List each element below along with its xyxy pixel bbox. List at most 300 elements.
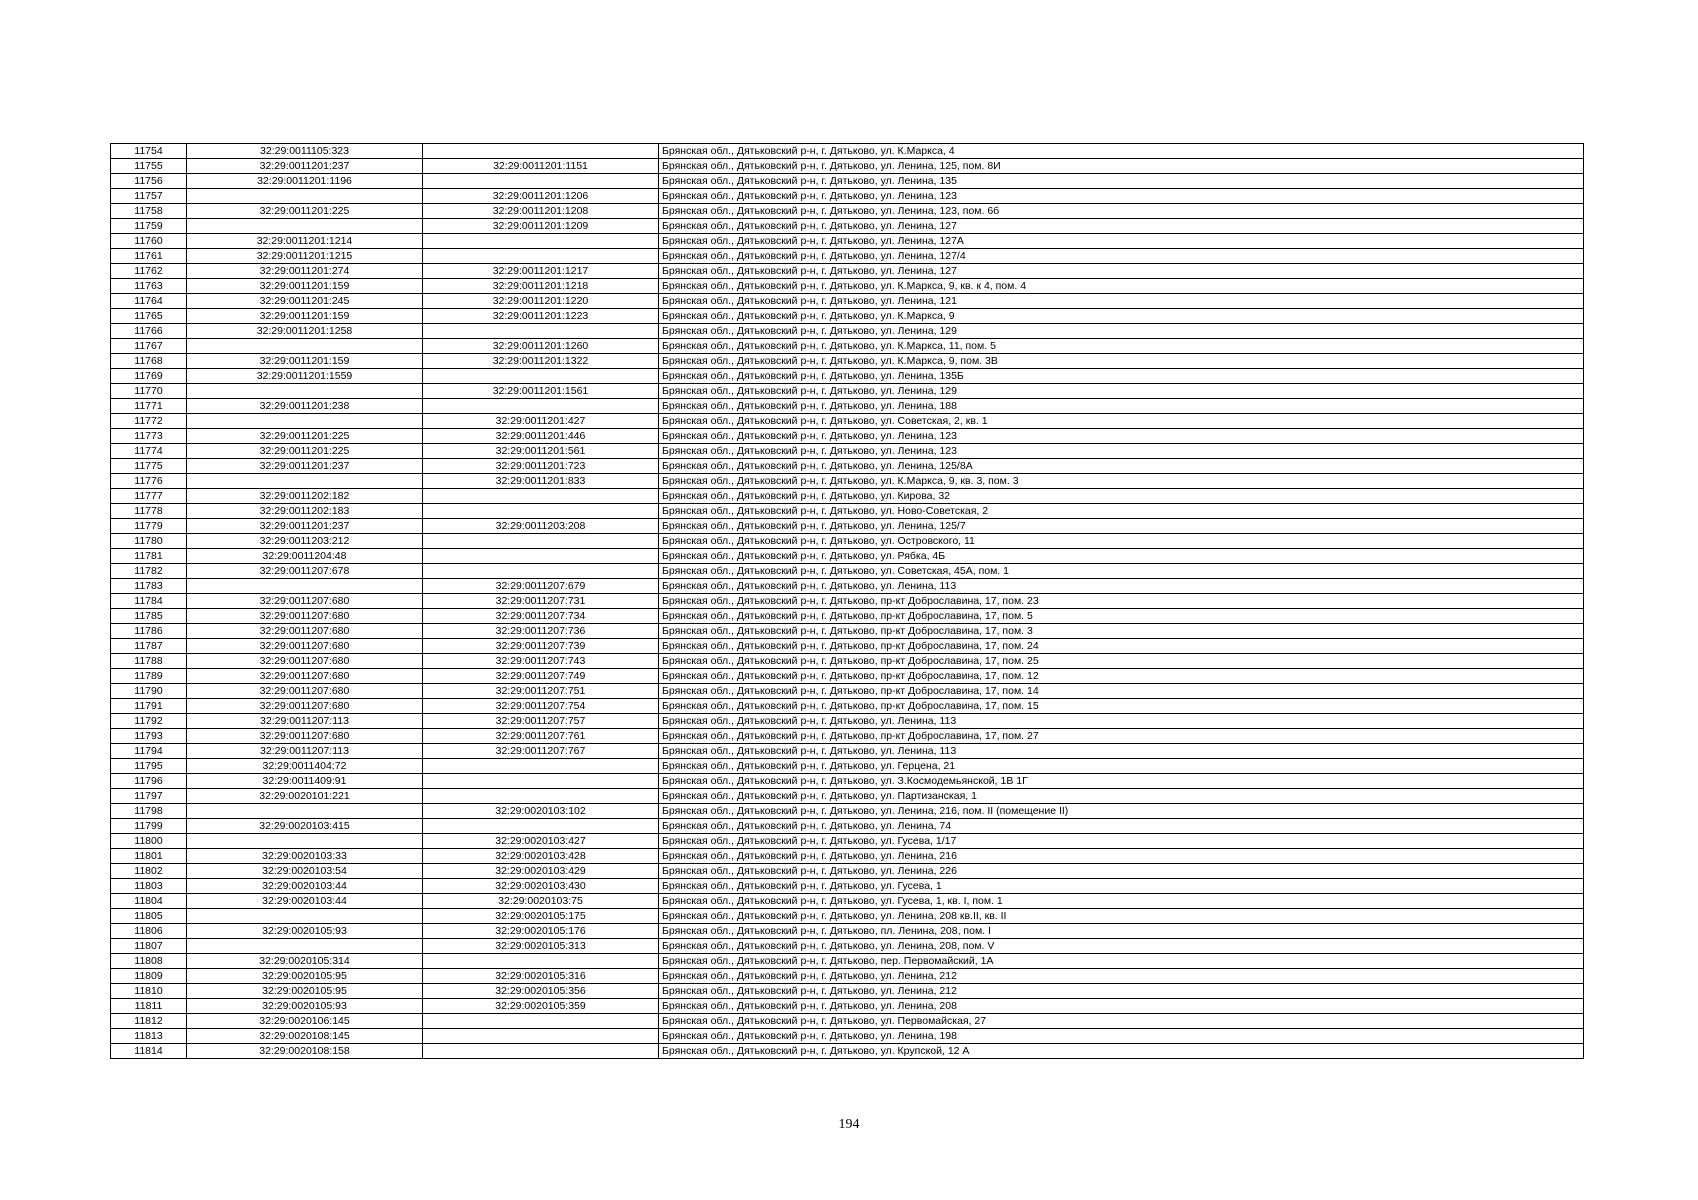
address-cell: Брянская обл., Дятьковский р-н, г. Дятьково, пр-кт Доброславина, 17, пом. 14	[659, 684, 1584, 699]
address-cell: Брянская обл., Дятьковский р-н, г. Дятьково, пр-кт Доброславина, 17, пом. 5	[659, 609, 1584, 624]
parcel-cadastral-number-cell: 32:29:0011207:680	[187, 624, 423, 639]
row-number-cell: 11814	[111, 1044, 187, 1059]
parcel-cadastral-number-cell	[187, 339, 423, 354]
object-cadastral-number-cell: 32:29:0020103:75	[423, 894, 659, 909]
parcel-cadastral-number-cell: 32:29:0020105:93	[187, 999, 423, 1014]
address-cell: Брянская обл., Дятьковский р-н, г. Дятьково, ул. Ленина, 113	[659, 714, 1584, 729]
object-cadastral-number-cell: 32:29:0011201:1208	[423, 204, 659, 219]
parcel-cadastral-number-cell: 32:29:0011201:237	[187, 519, 423, 534]
address-cell: Брянская обл., Дятьковский р-н, г. Дятьково, ул. Ленина, 127	[659, 264, 1584, 279]
address-cell: Брянская обл., Дятьковский р-н, г. Дятьково, ул. Ленина, 123	[659, 189, 1584, 204]
address-cell: Брянская обл., Дятьковский р-н, г. Дятьково, ул. Островского, 11	[659, 534, 1584, 549]
address-cell: Брянская обл., Дятьковский р-н, г. Дятьково, ул. Гусева, 1, кв. I, пом. 1	[659, 894, 1584, 909]
table-row	[111, 969, 1584, 984]
address-cell: Брянская обл., Дятьковский р-н, г. Дятьково, ул. Ново-Советская, 2	[659, 504, 1584, 519]
table-row	[111, 759, 1584, 774]
parcel-cadastral-number-cell: 32:29:0011207:678	[187, 564, 423, 579]
address-cell: Брянская обл., Дятьковский р-н, г. Дятьково, ул. Советская, 2, кв. 1	[659, 414, 1584, 429]
table-row	[111, 849, 1584, 864]
address-cell: Брянская обл., Дятьковский р-н, г. Дятьково, ул. Советская, 45А, пом. 1	[659, 564, 1584, 579]
address-cell: Брянская обл., Дятьковский р-н, г. Дятьково, ул. Ленина, 125, пом. 8И	[659, 159, 1584, 174]
address-cell: Брянская обл., Дятьковский р-н, г. Дятьково, пр-кт Доброславина, 17, пом. 23	[659, 594, 1584, 609]
row-number-cell: 11804	[111, 894, 187, 909]
row-number-cell: 11759	[111, 219, 187, 234]
table-row	[111, 819, 1584, 834]
table-row	[111, 339, 1584, 354]
address-cell: Брянская обл., Дятьковский р-н, г. Дятьково, ул. Ленина, 123, пом. 6б	[659, 204, 1584, 219]
object-cadastral-number-cell: 32:29:0011201:1217	[423, 264, 659, 279]
row-number-cell: 11764	[111, 294, 187, 309]
address-cell: Брянская обл., Дятьковский р-н, г. Дятьково, ул. Ленина, 129	[659, 324, 1584, 339]
table-row	[111, 504, 1584, 519]
address-cell: Брянская обл., Дятьковский р-н, г. Дятьково, ул. К.Маркса, 9, кв. 3, пом. 3	[659, 474, 1584, 489]
parcel-cadastral-number-cell: 32:29:0011201:237	[187, 159, 423, 174]
object-cadastral-number-cell: 32:29:0020105:313	[423, 939, 659, 954]
parcel-cadastral-number-cell: 32:29:0011201:225	[187, 444, 423, 459]
parcel-cadastral-number-cell: 32:29:0011201:238	[187, 399, 423, 414]
parcel-cadastral-number-cell	[187, 909, 423, 924]
parcel-cadastral-number-cell: 32:29:0020105:93	[187, 924, 423, 939]
parcel-cadastral-number-cell: 32:29:0011201:245	[187, 294, 423, 309]
row-number-cell: 11790	[111, 684, 187, 699]
table-row	[111, 414, 1584, 429]
table-row	[111, 879, 1584, 894]
address-cell: Брянская обл., Дятьковский р-н, г. Дятьково, ул. Ленина, 208 кв.II, кв. II	[659, 909, 1584, 924]
row-number-cell: 11807	[111, 939, 187, 954]
object-cadastral-number-cell: 32:29:0011207:761	[423, 729, 659, 744]
address-cell: Брянская обл., Дятьковский р-н, г. Дятьково, ул. Крупской, 12 А	[659, 1044, 1584, 1059]
table-row	[111, 924, 1584, 939]
object-cadastral-number-cell: 32:29:0011201:723	[423, 459, 659, 474]
row-number-cell: 11811	[111, 999, 187, 1014]
object-cadastral-number-cell: 32:29:0011201:1561	[423, 384, 659, 399]
address-cell: Брянская обл., Дятьковский р-н, г. Дятьково, ул. Ленина, 125/8А	[659, 459, 1584, 474]
row-number-cell: 11762	[111, 264, 187, 279]
object-cadastral-number-cell: 32:29:0011207:731	[423, 594, 659, 609]
row-number-cell: 11791	[111, 699, 187, 714]
parcel-cadastral-number-cell: 32:29:0020103:44	[187, 879, 423, 894]
table-row	[111, 219, 1584, 234]
address-cell: Брянская обл., Дятьковский р-н, г. Дятьково, ул. Ленина, 113	[659, 744, 1584, 759]
row-number-cell: 11779	[111, 519, 187, 534]
parcel-cadastral-number-cell: 32:29:0011207:113	[187, 714, 423, 729]
row-number-cell: 11783	[111, 579, 187, 594]
address-cell: Брянская обл., Дятьковский р-н, г. Дятьково, пер. Первомайский, 1А	[659, 954, 1584, 969]
address-cell: Брянская обл., Дятьковский р-н, г. Дятьково, ул. Ленина, 113	[659, 579, 1584, 594]
address-cell: Брянская обл., Дятьковский р-н, г. Дятьково, ул. Ленина, 212	[659, 984, 1584, 999]
parcel-cadastral-number-cell: 32:29:0011207:680	[187, 639, 423, 654]
row-number-cell: 11775	[111, 459, 187, 474]
row-number-cell: 11777	[111, 489, 187, 504]
object-cadastral-number-cell: 32:29:0011201:1260	[423, 339, 659, 354]
parcel-cadastral-number-cell: 32:29:0011202:182	[187, 489, 423, 504]
address-cell: Брянская обл., Дятьковский р-н, г. Дятьково, ул. Рябка, 4Б	[659, 549, 1584, 564]
address-cell: Брянская обл., Дятьковский р-н, г. Дятьково, ул. К.Маркса, 9, пом. 3В	[659, 354, 1584, 369]
row-number-cell: 11805	[111, 909, 187, 924]
object-cadastral-number-cell	[423, 564, 659, 579]
object-cadastral-number-cell: 32:29:0020105:359	[423, 999, 659, 1014]
address-cell: Брянская обл., Дятьковский р-н, г. Дятьково, ул. Ленина, 198	[659, 1029, 1584, 1044]
parcel-cadastral-number-cell: 32:29:0011207:680	[187, 654, 423, 669]
row-number-cell: 11780	[111, 534, 187, 549]
registry-table	[110, 143, 1584, 1059]
object-cadastral-number-cell: 32:29:0011207:679	[423, 579, 659, 594]
object-cadastral-number-cell: 32:29:0011207:739	[423, 639, 659, 654]
object-cadastral-number-cell	[423, 759, 659, 774]
table-row	[111, 804, 1584, 819]
object-cadastral-number-cell: 32:29:0011201:1218	[423, 279, 659, 294]
row-number-cell: 11755	[111, 159, 187, 174]
address-cell: Брянская обл., Дятьковский р-н, г. Дятьково, ул. Гусева, 1/17	[659, 834, 1584, 849]
object-cadastral-number-cell: 32:29:0011201:1220	[423, 294, 659, 309]
object-cadastral-number-cell	[423, 819, 659, 834]
table-row	[111, 399, 1584, 414]
parcel-cadastral-number-cell: 32:29:0011202:183	[187, 504, 423, 519]
parcel-cadastral-number-cell	[187, 834, 423, 849]
row-number-cell: 11799	[111, 819, 187, 834]
row-number-cell: 11767	[111, 339, 187, 354]
row-number-cell: 11797	[111, 789, 187, 804]
address-cell: Брянская обл., Дятьковский р-н, г. Дятьково, пр-кт Доброславина, 17, пом. 27	[659, 729, 1584, 744]
table-row	[111, 564, 1584, 579]
table-row	[111, 189, 1584, 204]
table-row	[111, 1044, 1584, 1059]
parcel-cadastral-number-cell: 32:29:0020103:33	[187, 849, 423, 864]
object-cadastral-number-cell	[423, 534, 659, 549]
table-row	[111, 324, 1584, 339]
row-number-cell: 11813	[111, 1029, 187, 1044]
object-cadastral-number-cell	[423, 774, 659, 789]
table-row	[111, 669, 1584, 684]
object-cadastral-number-cell: 32:29:0011207:743	[423, 654, 659, 669]
row-number-cell: 11774	[111, 444, 187, 459]
object-cadastral-number-cell: 32:29:0011201:561	[423, 444, 659, 459]
object-cadastral-number-cell: 32:29:0020105:316	[423, 969, 659, 984]
parcel-cadastral-number-cell	[187, 804, 423, 819]
parcel-cadastral-number-cell: 32:29:0011201:1215	[187, 249, 423, 264]
row-number-cell: 11806	[111, 924, 187, 939]
object-cadastral-number-cell	[423, 369, 659, 384]
row-number-cell: 11812	[111, 1014, 187, 1029]
address-cell: Брянская обл., Дятьковский р-н, г. Дятьково, ул. К.Маркса, 9	[659, 309, 1584, 324]
object-cadastral-number-cell: 32:29:0011207:757	[423, 714, 659, 729]
row-number-cell: 11792	[111, 714, 187, 729]
parcel-cadastral-number-cell: 32:29:0020101:221	[187, 789, 423, 804]
address-cell: Брянская обл., Дятьковский р-н, г. Дятьково, ул. Ленина, 216	[659, 849, 1584, 864]
object-cadastral-number-cell: 32:29:0020105:356	[423, 984, 659, 999]
row-number-cell: 11770	[111, 384, 187, 399]
row-number-cell: 11785	[111, 609, 187, 624]
table-row	[111, 654, 1584, 669]
table-row	[111, 459, 1584, 474]
parcel-cadastral-number-cell: 32:29:0011201:159	[187, 279, 423, 294]
table-row	[111, 894, 1584, 909]
table-row	[111, 204, 1584, 219]
parcel-cadastral-number-cell: 32:29:0011207:680	[187, 594, 423, 609]
object-cadastral-number-cell: 32:29:0011207:751	[423, 684, 659, 699]
row-number-cell: 11795	[111, 759, 187, 774]
parcel-cadastral-number-cell: 32:29:0011207:680	[187, 699, 423, 714]
object-cadastral-number-cell	[423, 1014, 659, 1029]
object-cadastral-number-cell: 32:29:0011201:1209	[423, 219, 659, 234]
table-row	[111, 834, 1584, 849]
parcel-cadastral-number-cell: 32:29:0020108:145	[187, 1029, 423, 1044]
object-cadastral-number-cell: 32:29:0011201:1322	[423, 354, 659, 369]
row-number-cell: 11808	[111, 954, 187, 969]
table-row	[111, 429, 1584, 444]
row-number-cell: 11796	[111, 774, 187, 789]
object-cadastral-number-cell: 32:29:0011201:446	[423, 429, 659, 444]
parcel-cadastral-number-cell: 32:29:0011207:680	[187, 684, 423, 699]
object-cadastral-number-cell: 32:29:0011201:427	[423, 414, 659, 429]
table-row	[111, 444, 1584, 459]
table-row	[111, 699, 1584, 714]
object-cadastral-number-cell: 32:29:0011201:833	[423, 474, 659, 489]
address-cell: Брянская обл., Дятьковский р-н, г. Дятьково, пр-кт Доброславина, 17, пом. 12	[659, 669, 1584, 684]
parcel-cadastral-number-cell: 32:29:0020108:158	[187, 1044, 423, 1059]
table-row	[111, 579, 1584, 594]
parcel-cadastral-number-cell	[187, 939, 423, 954]
table-row	[111, 234, 1584, 249]
parcel-cadastral-number-cell	[187, 474, 423, 489]
address-cell: Брянская обл., Дятьковский р-н, г. Дятьково, ул. Ленина, 121	[659, 294, 1584, 309]
row-number-cell: 11798	[111, 804, 187, 819]
row-number-cell: 11771	[111, 399, 187, 414]
table-row	[111, 789, 1584, 804]
object-cadastral-number-cell: 32:29:0011207:749	[423, 669, 659, 684]
row-number-cell: 11802	[111, 864, 187, 879]
parcel-cadastral-number-cell: 32:29:0020106:145	[187, 1014, 423, 1029]
table-row	[111, 984, 1584, 999]
object-cadastral-number-cell: 32:29:0011203:208	[423, 519, 659, 534]
object-cadastral-number-cell: 32:29:0020103:102	[423, 804, 659, 819]
object-cadastral-number-cell: 32:29:0011207:734	[423, 609, 659, 624]
object-cadastral-number-cell	[423, 954, 659, 969]
table-row	[111, 639, 1584, 654]
table-row	[111, 1014, 1584, 1029]
table-row	[111, 489, 1584, 504]
table-row	[111, 549, 1584, 564]
address-cell: Брянская обл., Дятьковский р-н, г. Дятьково, ул. К.Маркса, 9, кв. к 4, пом. 4	[659, 279, 1584, 294]
row-number-cell: 11769	[111, 369, 187, 384]
parcel-cadastral-number-cell: 32:29:0011105:323	[187, 144, 423, 159]
address-cell: Брянская обл., Дятьковский р-н, г. Дятьково, пл. Ленина, 208, пом. I	[659, 924, 1584, 939]
address-cell: Брянская обл., Дятьковский р-н, г. Дятьково, ул. Кирова, 32	[659, 489, 1584, 504]
table-row	[111, 249, 1584, 264]
table-row	[111, 729, 1584, 744]
address-cell: Брянская обл., Дятьковский р-н, г. Дятьково, ул. Гусева, 1	[659, 879, 1584, 894]
object-cadastral-number-cell: 32:29:0020103:430	[423, 879, 659, 894]
parcel-cadastral-number-cell: 32:29:0020105:95	[187, 969, 423, 984]
table-row	[111, 744, 1584, 759]
parcel-cadastral-number-cell: 32:29:0011201:159	[187, 354, 423, 369]
address-cell: Брянская обл., Дятьковский р-н, г. Дятьково, пр-кт Доброславина, 17, пом. 25	[659, 654, 1584, 669]
row-number-cell: 11763	[111, 279, 187, 294]
row-number-cell: 11768	[111, 354, 187, 369]
table-row	[111, 294, 1584, 309]
row-number-cell: 11803	[111, 879, 187, 894]
table-row	[111, 474, 1584, 489]
registry-table-body	[111, 144, 1584, 1059]
object-cadastral-number-cell	[423, 324, 659, 339]
object-cadastral-number-cell	[423, 1029, 659, 1044]
parcel-cadastral-number-cell: 32:29:0011203:212	[187, 534, 423, 549]
parcel-cadastral-number-cell: 32:29:0020103:44	[187, 894, 423, 909]
table-row	[111, 774, 1584, 789]
parcel-cadastral-number-cell: 32:29:0011201:1214	[187, 234, 423, 249]
row-number-cell: 11758	[111, 204, 187, 219]
table-row	[111, 519, 1584, 534]
address-cell: Брянская обл., Дятьковский р-н, г. Дятьково, ул. Герцена, 21	[659, 759, 1584, 774]
parcel-cadastral-number-cell	[187, 579, 423, 594]
row-number-cell: 11765	[111, 309, 187, 324]
object-cadastral-number-cell	[423, 249, 659, 264]
address-cell: Брянская обл., Дятьковский р-н, г. Дятьково, ул. К.Маркса, 4	[659, 144, 1584, 159]
parcel-cadastral-number-cell	[187, 189, 423, 204]
object-cadastral-number-cell	[423, 234, 659, 249]
parcel-cadastral-number-cell: 32:29:0020105:314	[187, 954, 423, 969]
address-cell: Брянская обл., Дятьковский р-н, г. Дятьково, ул. Ленина, 129	[659, 384, 1584, 399]
parcel-cadastral-number-cell: 32:29:0011201:1196	[187, 174, 423, 189]
table-row	[111, 954, 1584, 969]
object-cadastral-number-cell: 32:29:0011207:736	[423, 624, 659, 639]
address-cell: Брянская обл., Дятьковский р-н, г. Дятьково, ул. Первомайская, 27	[659, 1014, 1584, 1029]
object-cadastral-number-cell	[423, 399, 659, 414]
table-row	[111, 279, 1584, 294]
table-row	[111, 159, 1584, 174]
address-cell: Брянская обл., Дятьковский р-н, г. Дятьково, пр-кт Доброславина, 17, пом. 24	[659, 639, 1584, 654]
object-cadastral-number-cell: 32:29:0011207:767	[423, 744, 659, 759]
address-cell: Брянская обл., Дятьковский р-н, г. Дятьково, ул. Ленина, 208, пом. V	[659, 939, 1584, 954]
object-cadastral-number-cell: 32:29:0011201:1223	[423, 309, 659, 324]
table-row	[111, 909, 1584, 924]
row-number-cell: 11756	[111, 174, 187, 189]
table-row	[111, 684, 1584, 699]
object-cadastral-number-cell	[423, 549, 659, 564]
object-cadastral-number-cell	[423, 789, 659, 804]
parcel-cadastral-number-cell: 32:29:0020103:415	[187, 819, 423, 834]
table-row	[111, 144, 1584, 159]
row-number-cell: 11801	[111, 849, 187, 864]
address-cell: Брянская обл., Дятьковский р-н, г. Дятьково, ул. Ленина, 188	[659, 399, 1584, 414]
parcel-cadastral-number-cell: 32:29:0011409:91	[187, 774, 423, 789]
parcel-cadastral-number-cell: 32:29:0011404:72	[187, 759, 423, 774]
row-number-cell: 11754	[111, 144, 187, 159]
row-number-cell: 11809	[111, 969, 187, 984]
address-cell: Брянская обл., Дятьковский р-н, г. Дятьково, ул. Ленина, 123	[659, 444, 1584, 459]
address-cell: Брянская обл., Дятьковский р-н, г. Дятьково, ул. Ленина, 125/7	[659, 519, 1584, 534]
row-number-cell: 11781	[111, 549, 187, 564]
page-number: 194	[838, 1117, 860, 1132]
row-number-cell: 11794	[111, 744, 187, 759]
row-number-cell: 11766	[111, 324, 187, 339]
address-cell: Брянская обл., Дятьковский р-н, г. Дятьково, пр-кт Доброславина, 17, пом. 15	[659, 699, 1584, 714]
table-row	[111, 714, 1584, 729]
row-number-cell: 11786	[111, 624, 187, 639]
object-cadastral-number-cell: 32:29:0020103:428	[423, 849, 659, 864]
table-row	[111, 264, 1584, 279]
address-cell: Брянская обл., Дятьковский р-н, г. Дятьково, ул. Ленина, 212	[659, 969, 1584, 984]
address-cell: Брянская обл., Дятьковский р-н, г. Дятьково, ул. Ленина, 216, пом. II (помещение II)	[659, 804, 1584, 819]
address-cell: Брянская обл., Дятьковский р-н, г. Дятьково, ул. Ленина, 135Б	[659, 369, 1584, 384]
object-cadastral-number-cell: 32:29:0020103:427	[423, 834, 659, 849]
parcel-cadastral-number-cell: 32:29:0011201:1559	[187, 369, 423, 384]
address-cell: Брянская обл., Дятьковский р-н, г. Дятьково, ул. Ленина, 135	[659, 174, 1584, 189]
object-cadastral-number-cell	[423, 1044, 659, 1059]
row-number-cell: 11789	[111, 669, 187, 684]
row-number-cell: 11776	[111, 474, 187, 489]
table-row	[111, 939, 1584, 954]
table-row	[111, 534, 1584, 549]
table-row	[111, 594, 1584, 609]
row-number-cell: 11778	[111, 504, 187, 519]
table-row	[111, 624, 1584, 639]
object-cadastral-number-cell: 32:29:0020105:175	[423, 909, 659, 924]
object-cadastral-number-cell	[423, 504, 659, 519]
table-row	[111, 309, 1584, 324]
table-row	[111, 609, 1584, 624]
parcel-cadastral-number-cell: 32:29:0011201:225	[187, 429, 423, 444]
parcel-cadastral-number-cell	[187, 219, 423, 234]
object-cadastral-number-cell	[423, 174, 659, 189]
table-row	[111, 1029, 1584, 1044]
row-number-cell: 11760	[111, 234, 187, 249]
parcel-cadastral-number-cell: 32:29:0020105:95	[187, 984, 423, 999]
address-cell: Брянская обл., Дятьковский р-н, г. Дятьково, ул. Ленина, 127А	[659, 234, 1584, 249]
object-cadastral-number-cell	[423, 489, 659, 504]
address-cell: Брянская обл., Дятьковский р-н, г. Дятьково, ул. З.Космодемьянской, 1В 1Г	[659, 774, 1584, 789]
address-cell: Брянская обл., Дятьковский р-н, г. Дятьково, ул. Ленина, 127	[659, 219, 1584, 234]
object-cadastral-number-cell: 32:29:0020103:429	[423, 864, 659, 879]
row-number-cell: 11800	[111, 834, 187, 849]
parcel-cadastral-number-cell: 32:29:0011201:274	[187, 264, 423, 279]
parcel-cadastral-number-cell: 32:29:0011201:225	[187, 204, 423, 219]
table-row	[111, 384, 1584, 399]
object-cadastral-number-cell: 32:29:0020105:176	[423, 924, 659, 939]
table-row	[111, 369, 1584, 384]
row-number-cell: 11787	[111, 639, 187, 654]
row-number-cell: 11784	[111, 594, 187, 609]
table-row	[111, 174, 1584, 189]
table-row	[111, 999, 1584, 1014]
row-number-cell: 11757	[111, 189, 187, 204]
address-cell: Брянская обл., Дятьковский р-н, г. Дятьково, ул. Ленина, 208	[659, 999, 1584, 1014]
parcel-cadastral-number-cell: 32:29:0011207:680	[187, 609, 423, 624]
parcel-cadastral-number-cell: 32:29:0011201:1258	[187, 324, 423, 339]
row-number-cell: 11772	[111, 414, 187, 429]
parcel-cadastral-number-cell: 32:29:0011207:680	[187, 729, 423, 744]
parcel-cadastral-number-cell	[187, 384, 423, 399]
address-cell: Брянская обл., Дятьковский р-н, г. Дятьково, ул. Ленина, 127/4	[659, 249, 1584, 264]
address-cell: Брянская обл., Дятьковский р-н, г. Дятьково, пр-кт Доброславина, 17, пом. 3	[659, 624, 1584, 639]
address-cell: Брянская обл., Дятьковский р-н, г. Дятьково, ул. Партизанская, 1	[659, 789, 1584, 804]
address-cell: Брянская обл., Дятьковский р-н, г. Дятьково, ул. К.Маркса, 11, пом. 5	[659, 339, 1584, 354]
parcel-cadastral-number-cell: 32:29:0020103:54	[187, 864, 423, 879]
row-number-cell: 11773	[111, 429, 187, 444]
row-number-cell: 11793	[111, 729, 187, 744]
parcel-cadastral-number-cell	[187, 414, 423, 429]
parcel-cadastral-number-cell: 32:29:0011207:113	[187, 744, 423, 759]
address-cell: Брянская обл., Дятьковский р-н, г. Дятьково, ул. Ленина, 123	[659, 429, 1584, 444]
address-cell: Брянская обл., Дятьковский р-н, г. Дятьково, ул. Ленина, 74	[659, 819, 1584, 834]
object-cadastral-number-cell: 32:29:0011201:1151	[423, 159, 659, 174]
row-number-cell: 11761	[111, 249, 187, 264]
row-number-cell: 11810	[111, 984, 187, 999]
parcel-cadastral-number-cell: 32:29:0011201:159	[187, 309, 423, 324]
object-cadastral-number-cell	[423, 144, 659, 159]
parcel-cadastral-number-cell: 32:29:0011204:48	[187, 549, 423, 564]
parcel-cadastral-number-cell: 32:29:0011201:237	[187, 459, 423, 474]
